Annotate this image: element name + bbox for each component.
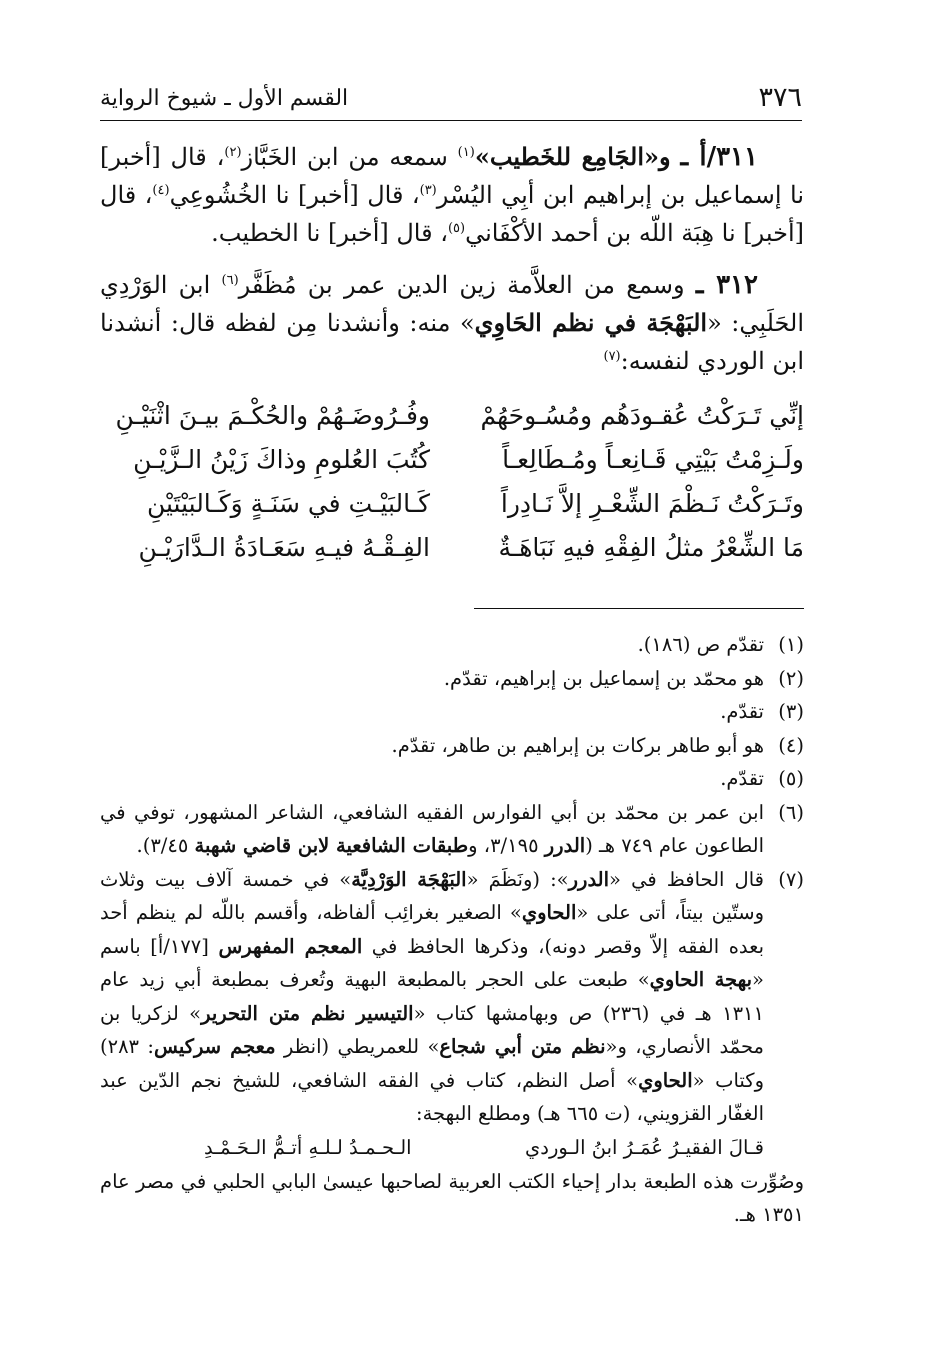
footnote-ref: (٦) — [221, 273, 239, 288]
footnote-text: ابن عمر بن محمّد بن أبي الفوارس الفقيه الشافعي، الشاعر المشهور، توفي في الطاعون عام ٧٤٩ هـ (الدرر ٣/١٩٥، وطبقات الشافعية لابن قاضي شهبة ٣/٤٥). — [100, 800, 764, 857]
footnote — [100, 729, 804, 763]
footnote-number: (٥) — [778, 767, 804, 790]
verse-first-hemistich: مَا الشِّعْرُ مثلُ الفِقْهِ فيهِ نَبَاهَـةٌ — [498, 533, 804, 562]
verse-second-hemistich: كُتُبَ العُلومِ وذاكَ زَيْنُ الـزَّيْـنِ — [133, 445, 430, 474]
footnote-text: تقدّم. — [720, 767, 764, 790]
footnote-number: (٦) — [778, 800, 804, 824]
verse-second-hemistich: وفُـرُوضَـهُمْ والحُكْـمَ بيـنَ اثْنَيْـنِ — [115, 401, 430, 430]
footnote-number: (٤) — [778, 733, 804, 757]
footnote-ref: (٧) — [603, 349, 621, 364]
footnote-number: (٢) — [778, 666, 804, 690]
poem-verse — [100, 526, 804, 570]
footnote-verse — [204, 1131, 764, 1165]
verse-first-hemistich: قـالَ الفقيـرُ عُمَـرُ ابنُ الـوردي — [525, 1135, 764, 1159]
footnote-ref: (٢) — [224, 145, 242, 160]
footnote — [100, 796, 804, 863]
footnote-ref: (٤) — [152, 183, 170, 198]
entry-number: ٣١١/أ ـ — [680, 142, 758, 172]
entry-312: ٣١٢ ـ وسمع من العلاَّمة زين الدين عمر بن مُظَفَّر$^{(٦)}$ ابن الوَرْدِي الحَلَبِي: «البَهْجَة في نظم الحَاوِي» منه: وأنشدنا مِن لفظه قال: أنشدنا ابن الوردي لنفسه:$^{(٧)}$ — [100, 270, 805, 375]
footnote-ref: (٥) — [447, 221, 466, 236]
poem-verse — [100, 482, 804, 526]
footnote — [100, 863, 804, 1131]
footnote-separator — [474, 608, 804, 609]
poem-verse — [100, 394, 804, 438]
verse-first-hemistich: ولَـزِمْتُ بَيْتِي قَـانِعـاً ومُـطَالِعـاً — [502, 445, 804, 474]
verse-second-hemistich: الفِـقْـهُ فيـهِ سَعَـادَةُ الـدَّارَيْـنِ — [138, 533, 430, 562]
footnote — [100, 662, 804, 696]
footnote-continuation: وصُوِّرت هذه الطبعة بدار إحياء الكتب العربية لصاحبها عيسىٰ البابي الحلبي في مصر عام ١٣٥١ هـ. — [100, 1169, 804, 1226]
book-title: و«الجَامِع للخَطيب» — [474, 142, 671, 171]
verse-second-hemistich: الـحـمـدُ لـلـهِ أتـمُّ الـحَـمْـدِ — [204, 1135, 412, 1159]
footnote — [100, 695, 804, 729]
footnote-ref: (٣) — [419, 183, 437, 198]
footnote — [100, 762, 804, 796]
footnote-number: (١) — [778, 633, 804, 656]
footnote-text: قال الحافظ في «الدرر»: (ونَظَمَ «البَهْجَة الوَرْدِيَّة» في خمسة آلاف بيت وثلاث وستّين بيتاً، أتى على «الحاوي» الصغير بغرائِب ألفاظه، وأقسم باللّه لم ينظم أحد بعده الفقه إلاّ وقصر دونه)، وذكرها الحافظ في المعجم المفهرس [١٧٧/أ] باسم «بهجة الحاوي» طبعت على الحجر بالمطبعة البهية وتُعرف بمطبعة أبي زيد عام ١٣١١ هـ في (٢٣٦) ص وبهامشها كتاب «التيسير نظم متن التحرير» لزكريا بن محمّد الأنصاري، و«نظم متن أبي شجاع» للعمريطي (انظر معجم سركيس: ٢٨٣) وكتاب «الحاوي» أصل النظم، كتاب في الفقه الشافعي، للشيخ نجم الدّين عبد الغفّار القزويني، (ت ٦٦٥ هـ) ومطلع البهجة: — [100, 867, 765, 1125]
footnote-number: (٣) — [778, 700, 804, 723]
footnotes — [100, 628, 804, 1232]
page-header — [100, 80, 802, 121]
verse-second-hemistich: كَـالبَيْـتِ في سَنَـةٍ وَكَـالبَيْتَيْنِ — [146, 489, 430, 518]
main-text — [100, 138, 804, 570]
poem-verse — [100, 438, 804, 482]
running-title: القسم الأول ـ شيوخ الرواية — [100, 86, 349, 111]
verse-first-hemistich: وتَـرَكْتُ نَـظْمَ الشِّعْـرِ إلاَّ نَـادِراً — [500, 489, 804, 518]
entry-311: ٣١١/أ ـ و«الجَامِع للخَطيب»$^{(١)}$ سمعه من ابن الخَبَّاز$^{(٢)}$، قال [أخبر] نا إسماعيل بن إبراهيم ابن أبِي اليُسْر$^{(٣)}$، قال [أخبر] نا الخُشُوعِي$^{(٤)}$، قال [أخبر] نا هِبَة اللّه بن أحمد الأكْفَاني$^{(٥)}$، قال [أخبر] نا الخطيب. — [100, 142, 805, 247]
footnote-ref: (١) — [457, 145, 475, 160]
footnote-text: تقدّم ص (١٨٦). — [637, 633, 764, 656]
book-title: البَهْجَة في نظم الحَاوِي — [474, 308, 708, 337]
verse-first-hemistich: إنِّي تَـرَكْتُ عُقـودَهُم ومُسُـوحَهُمْ — [480, 401, 804, 430]
entry-number: ٣١٢ ـ — [695, 270, 758, 300]
footnote-text: هو محمّد بن إسماعيل بن إبراهيم، تقدّم. — [443, 666, 764, 690]
footnote-number: (٧) — [778, 867, 804, 891]
footnote-text: تقدّم. — [720, 700, 764, 723]
poem — [100, 394, 804, 570]
footnote-text: هو أبو طاهر بركات بن إبراهيم بن طاهر، تقدّم. — [391, 733, 764, 757]
page-number: ٣٧٦ — [758, 82, 802, 113]
footnote — [100, 628, 804, 662]
